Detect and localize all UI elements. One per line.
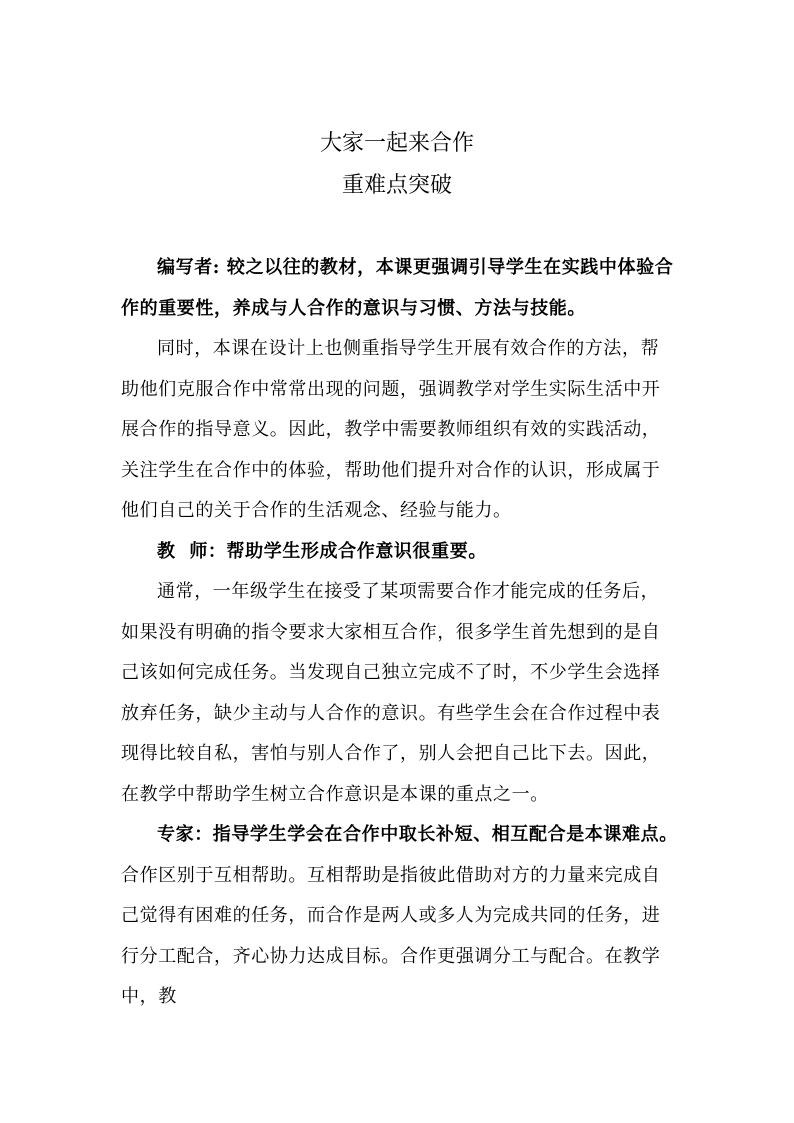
document-title: 大家一起来合作 bbox=[319, 131, 474, 156]
body-paragraph: 通常，一年级学生在接受了某项需要合作才能完成的任务后，如果没有明确的指令要求大家相互合作，很多学生首先想到的是自己该如何完成任务。当发现自己独立完成不了时，不少学生会选择放弃任务，缺少主动与人合作的意识。有些学生会在合作过程中表现得比较自私，害怕与别人合作了，别人会把自己比下去。因此，在教学中帮助学生树立合作意识是本课的重点之一。 bbox=[121, 581, 661, 805]
document-subtitle: 重难点突破 bbox=[341, 173, 452, 198]
teacher-paragraph: 教 师：帮助学生形成合作意识很重要。 bbox=[157, 540, 487, 562]
expert-paragraph: 专家：指导学生学会在合作中取长补短、相互配合是本课难点。 bbox=[157, 824, 678, 845]
document-body bbox=[121, 248, 677, 1018]
editor-paragraph: 编写者: 较之以往的教材，本课更强调引导学生在实践中体验合作的重要性，养成与人合作的意识与习惯、方法与技能。 bbox=[121, 257, 674, 319]
body-paragraph: 合作区别于互相帮助。互相帮助是指彼此借助对方的力量来完成自己觉得有困难的任务，而合作是两人或多人为完成共同的任务，进行分工配合，齐心协力达成目标。合作更强调分工与配合。在教学中，教 bbox=[121, 864, 661, 1007]
body-paragraph: 同时，本课在设计上也侧重指导学生开展有效合作的方法，帮助他们克服合作中常常出现的问题，强调教学对学生实际生活中开展合作的指导意义。因此，教学中需要教师组织有效的实践活动，关注学生在合作中的体验，帮助他们提升对合作的认识，形成属于他们自己的关于合作的生活观念、经验与能力。 bbox=[121, 338, 661, 521]
